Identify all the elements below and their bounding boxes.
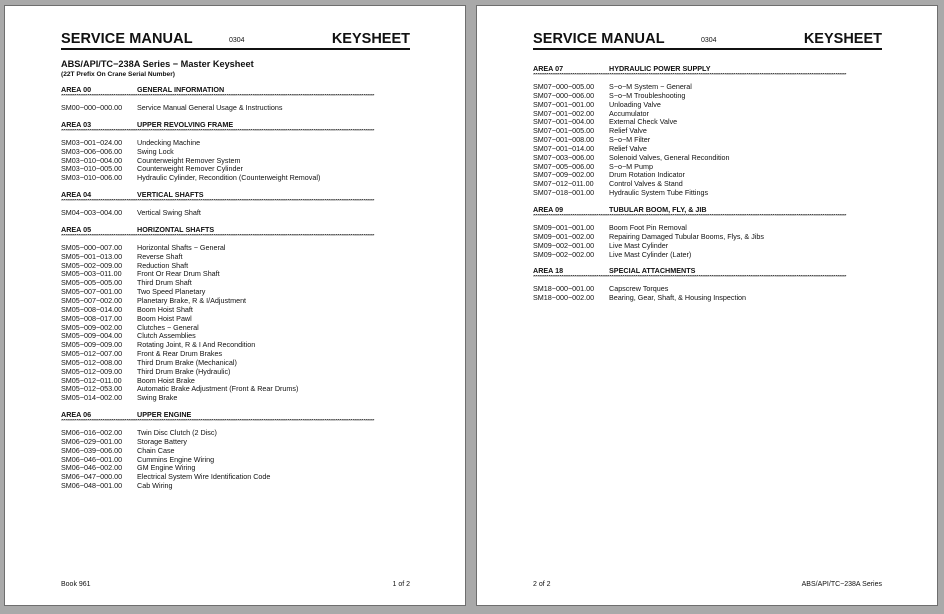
- section-number: SM05−005−005.00: [61, 278, 123, 288]
- section-number: SM03−010−005.00: [61, 164, 123, 174]
- section-number: SM09−001−002.00: [533, 231, 595, 241]
- document-page-1: [4, 5, 466, 606]
- area-section: [61, 190, 410, 218]
- section-description: Chain Case: [137, 445, 175, 455]
- header-keysheet: KEYSHEET: [803, 31, 882, 47]
- area-title: HYDRAULIC POWER SUPPLY: [609, 64, 711, 73]
- area-section: [61, 225, 410, 403]
- area-heading: [61, 410, 410, 419]
- header-title: SERVICE MANUAL: [533, 31, 665, 47]
- section-number: SM06−046−002.00: [61, 463, 123, 473]
- section-number: SM05−007−001.00: [61, 287, 123, 297]
- area-heading: [61, 120, 410, 129]
- section-description: Third Drum Shaft: [137, 278, 192, 288]
- section-description: Boom Hoist Pawl: [137, 313, 192, 323]
- section-description: Twin Disc Clutch (2 Disc): [137, 428, 217, 438]
- keysheet-entry: [61, 209, 410, 218]
- section-number: SM05−007−002.00: [61, 295, 123, 305]
- section-number: SM05−008−017.00: [61, 313, 123, 323]
- area-code: AREA 09: [533, 204, 564, 214]
- area-section: [61, 410, 410, 491]
- section-description: S−o−M Troubleshooting: [609, 90, 686, 100]
- section-description: Relief Valve: [609, 143, 647, 153]
- asterisk-divider: ************************************************************************************************************************************************: [533, 213, 847, 220]
- document-title: ABS/API/TC−238A Series − Master Keysheet: [61, 59, 254, 69]
- section-number: SM03−010−006.00: [61, 173, 123, 183]
- area-title: TUBULAR BOOM, FLY, & JIB: [609, 204, 707, 214]
- asterisk-divider: ************************************************************************************************************************************************: [61, 94, 375, 100]
- section-description: Cab Wiring: [137, 481, 173, 491]
- section-number: SM07−001−002.00: [533, 108, 595, 118]
- area-section: [533, 64, 882, 198]
- area-list: [61, 85, 410, 491]
- section-description: Front & Rear Drum Brakes: [137, 349, 223, 359]
- section-number: SM03−001−024.00: [61, 137, 123, 147]
- section-number: SM06−046−001.00: [61, 454, 123, 464]
- section-number: SM09−001−001.00: [533, 222, 595, 232]
- section-number: SM07−012−011.00: [533, 179, 594, 189]
- section-description: Third Drum Brake (Hydraulic): [137, 366, 231, 376]
- section-number: SM05−014−002.00: [61, 393, 123, 403]
- keysheet-entry: [61, 394, 410, 403]
- area-code: AREA 18: [533, 266, 564, 276]
- section-description: Unloading Valve: [609, 99, 661, 109]
- area-code: AREA 05: [61, 224, 92, 234]
- document-page-2: [476, 5, 938, 606]
- keysheet-entry: [61, 104, 410, 113]
- section-number: SM07−000−005.00: [533, 82, 595, 91]
- section-number: SM07−009−002.00: [533, 170, 595, 180]
- area-code: AREA 06: [61, 410, 92, 420]
- section-number: SM07−003−006.00: [533, 152, 595, 162]
- keysheet-entry: [533, 251, 882, 260]
- section-description: Storage Battery: [137, 436, 187, 446]
- footer-series: ABS/API/TC−238A Series: [801, 581, 882, 588]
- section-description: Reverse Shaft: [137, 251, 183, 261]
- document-subtitle: (22T Prefix On Crane Serial Number): [61, 71, 175, 78]
- area-heading: [533, 64, 882, 73]
- area-title: UPPER ENGINE: [137, 410, 192, 420]
- keysheet-entry: [533, 189, 882, 198]
- section-number: SM07−018−001.00: [533, 188, 595, 198]
- section-number: SM07−005−006.00: [533, 161, 595, 171]
- section-number: SM05−008−014.00: [61, 304, 123, 314]
- section-description: Hydraulic System Tube Fittings: [609, 188, 709, 198]
- section-description: Hydraulic Cylinder, Recondition (Counterweight Removal): [137, 173, 321, 183]
- section-number: SM07−001−008.00: [533, 135, 595, 145]
- section-number: SM05−003−011.00: [61, 269, 122, 279]
- section-description: Horizontal Shafts − General: [137, 242, 226, 252]
- keysheet-entry: [61, 482, 410, 491]
- section-number: SM07−000−006.00: [533, 90, 595, 100]
- area-heading: [61, 85, 410, 94]
- area-title: SPECIAL ATTACHMENTS: [609, 266, 696, 276]
- area-section: [533, 205, 882, 259]
- section-number: SM05−012−053.00: [61, 384, 123, 394]
- footer-book: Book 961: [61, 581, 91, 588]
- section-number: SM05−012−011.00: [61, 375, 122, 385]
- section-number: SM06−016−002.00: [61, 428, 123, 438]
- header-code: 0304: [229, 37, 245, 44]
- section-number: SM18−000−001.00: [533, 284, 595, 294]
- section-description: Undecking Machine: [137, 137, 201, 147]
- header-title: SERVICE MANUAL: [61, 31, 193, 47]
- section-description: Counterweight Remover System: [137, 155, 241, 165]
- section-number: SM05−009−004.00: [61, 331, 123, 341]
- page-header: [533, 31, 882, 50]
- section-description: Capscrew Torques: [609, 284, 669, 294]
- area-code: AREA 03: [61, 119, 92, 129]
- section-number: SM07−001−014.00: [533, 143, 595, 153]
- section-description: Clutch Assemblies: [137, 331, 196, 341]
- section-description: Swing Brake: [137, 393, 178, 403]
- section-description: Two Speed Planetary: [137, 287, 206, 297]
- section-description: Accumulator: [609, 108, 649, 118]
- area-heading: [533, 266, 882, 275]
- section-description: Live Mast Cylinder: [609, 240, 669, 250]
- section-number: SM07−001−004.00: [533, 117, 595, 127]
- section-description: S−o−M System − General: [609, 82, 692, 91]
- section-number: SM05−009−009.00: [61, 340, 123, 350]
- section-description: GM Engine Wiring: [137, 463, 196, 473]
- footer-page-number: 2 of 2: [533, 581, 551, 588]
- section-number: SM03−006−006.00: [61, 146, 123, 156]
- section-description: Bearing, Gear, Shaft, & Housing Inspection: [609, 293, 747, 303]
- section-description: Swing Lock: [137, 146, 174, 156]
- area-section: [533, 266, 882, 303]
- section-number: SM09−002−001.00: [533, 240, 595, 250]
- section-description: S−o−M Pump: [609, 161, 653, 171]
- section-description: Cummins Engine Wiring: [137, 454, 215, 464]
- section-description: Live Mast Cylinder (Later): [609, 249, 692, 259]
- section-description: Control Valves & Stand: [609, 179, 683, 189]
- section-description: Counterweight Remover Cylinder: [137, 164, 243, 174]
- section-number: SM05−000−007.00: [61, 242, 123, 252]
- keysheet-entry: [533, 294, 882, 303]
- page-header: [61, 31, 410, 50]
- page-body: [61, 59, 410, 498]
- area-section: [61, 120, 410, 183]
- area-title: GENERAL INFORMATION: [137, 85, 225, 94]
- section-number: SM00−000−000.00: [61, 103, 123, 112]
- section-description: Front Or Rear Drum Shaft: [137, 269, 220, 279]
- section-description: Boom Hoist Brake: [137, 375, 195, 385]
- section-description: Vertical Swing Shaft: [137, 208, 201, 218]
- section-description: External Check Valve: [609, 117, 678, 127]
- area-heading: [61, 225, 410, 234]
- area-title: VERTICAL SHAFTS: [137, 190, 204, 200]
- section-number: SM07−001−001.00: [533, 99, 595, 109]
- section-number: SM07−001−005.00: [533, 126, 595, 136]
- section-description: Reduction Shaft: [137, 260, 189, 270]
- section-description: Solenoid Valves, General Recondition: [609, 152, 730, 162]
- section-number: SM06−039−006.00: [61, 445, 123, 455]
- section-number: SM04−003−004.00: [61, 208, 123, 218]
- area-section: [61, 85, 410, 113]
- section-description: Automatic Brake Adjustment (Front & Rear Drums): [137, 384, 299, 394]
- keysheet-entry: [61, 174, 410, 183]
- section-number: SM05−012−008.00: [61, 357, 123, 367]
- header-keysheet: KEYSHEET: [331, 31, 410, 47]
- page-body: [533, 64, 882, 310]
- footer-page-number: 1 of 2: [392, 581, 410, 588]
- section-number: SM05−012−009.00: [61, 366, 123, 376]
- asterisk-divider: ************************************************************************************************************************************************: [61, 199, 375, 206]
- area-code: AREA 07: [533, 64, 564, 73]
- section-number: SM05−012−007.00: [61, 349, 123, 359]
- asterisk-divider: ************************************************************************************************************************************************: [61, 128, 375, 135]
- area-title: HORIZONTAL SHAFTS: [137, 224, 215, 234]
- section-number: SM05−001−013.00: [61, 251, 123, 261]
- section-number: SM09−002−002.00: [533, 249, 595, 259]
- section-number: SM05−009−002.00: [61, 322, 123, 332]
- area-heading: [61, 190, 410, 199]
- area-list: [533, 64, 882, 303]
- section-description: S−o−M Filter: [609, 135, 651, 145]
- section-description: Repairing Damaged Tubular Booms, Flys, & Jibs: [609, 231, 764, 241]
- header-code: 0304: [701, 37, 717, 44]
- area-title: UPPER REVOLVING FRAME: [137, 119, 234, 129]
- section-description: Electrical System Wire Identification Code: [137, 472, 271, 482]
- section-description: Relief Valve: [609, 126, 647, 136]
- area-code: AREA 04: [61, 190, 92, 200]
- section-description: Drum Rotation Indicator: [609, 170, 685, 180]
- section-number: SM06−029−001.00: [61, 436, 123, 446]
- section-description: Boom Foot Pin Removal: [609, 222, 687, 232]
- section-description: Planetary Brake, R & I/Adjustment: [137, 295, 247, 305]
- area-heading: [533, 205, 882, 214]
- section-number: SM06−048−001.00: [61, 481, 123, 491]
- section-number: SM06−047−000.00: [61, 472, 123, 482]
- section-description: Service Manual General Usage & Instructions: [137, 103, 283, 112]
- asterisk-divider: ************************************************************************************************************************************************: [533, 275, 847, 282]
- section-number: SM05−002−009.00: [61, 260, 123, 270]
- section-description: Clutches − General: [137, 322, 199, 332]
- section-description: Boom Hoist Shaft: [137, 304, 193, 314]
- asterisk-divider: ************************************************************************************************************************************************: [61, 419, 375, 426]
- section-description: Third Drum Brake (Mechanical): [137, 357, 237, 367]
- asterisk-divider: ************************************************************************************************************************************************: [533, 73, 847, 79]
- asterisk-divider: ************************************************************************************************************************************************: [61, 233, 375, 240]
- section-number: SM18−000−002.00: [533, 293, 595, 303]
- section-number: SM03−010−004.00: [61, 155, 123, 165]
- area-code: AREA 00: [61, 85, 92, 94]
- section-description: Rotating Joint, R & I And Recondition: [137, 340, 256, 350]
